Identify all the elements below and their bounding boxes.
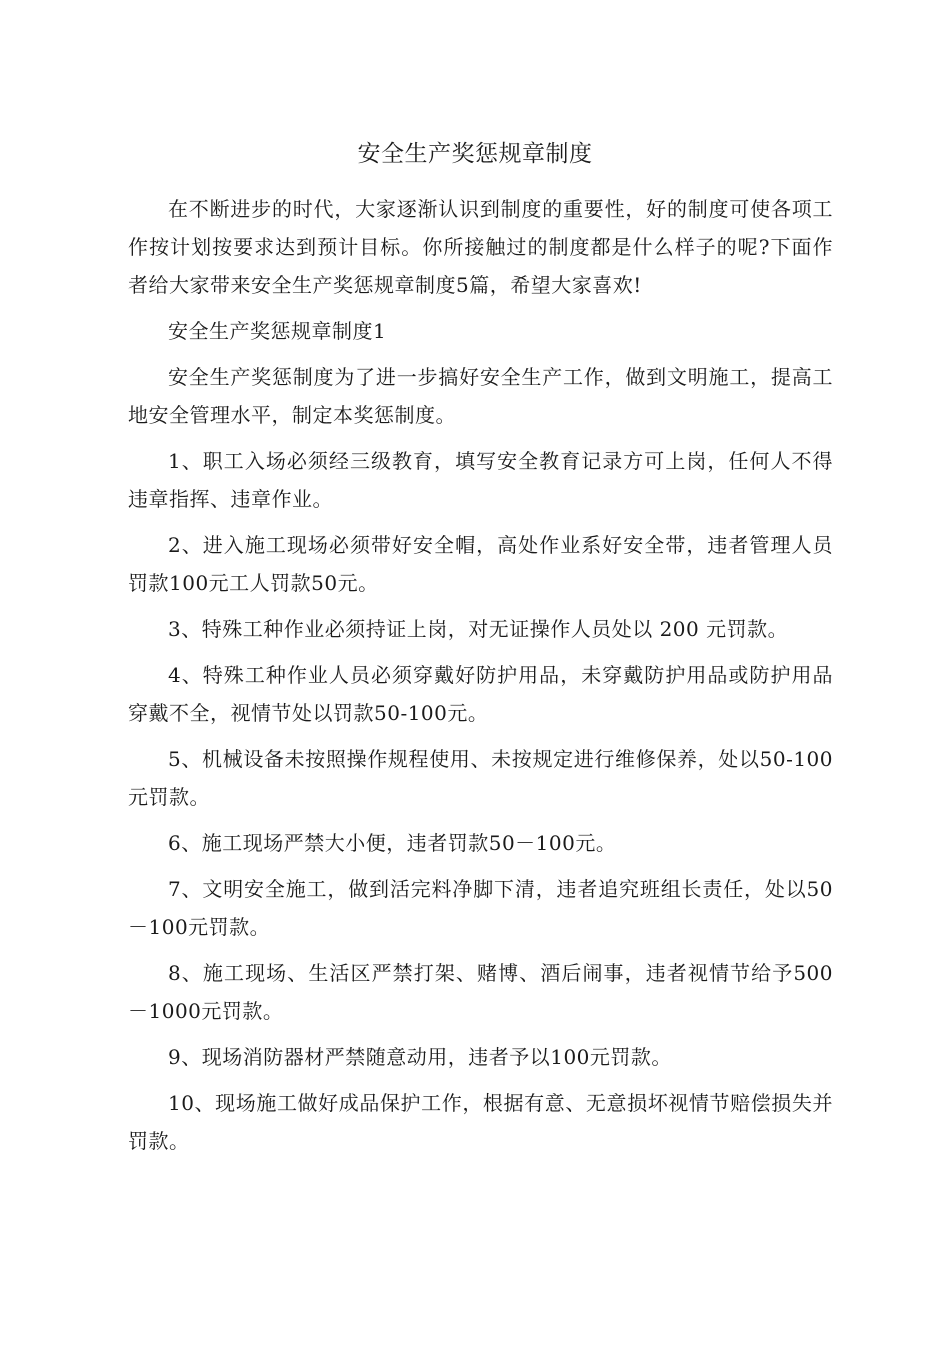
rule-paragraph: 9、现场消防器材严禁随意动用，违者予以100元罚款。: [168, 1045, 672, 1069]
rule-paragraph: 3、特殊工种作业必须持证上岗，对无证操作人员处以 200 元罚款。: [168, 617, 789, 641]
rule-paragraph: 5、机械设备未按照操作规程使用、未按规定进行维修保养，处以50-100元罚款。: [128, 747, 833, 809]
rule-paragraph: 8、施工现场、生活区严禁打架、赌博、酒后闹事，违者视情节给予500－1000元罚款。: [128, 961, 833, 1023]
rule-paragraph: 6、施工现场严禁大小便，违者罚款50－100元。: [168, 831, 617, 855]
rule-paragraph: 2、进入施工现场必须带好安全帽，高处作业系好安全带，违者管理人员罚款100元工人罚款50元。: [128, 533, 833, 595]
section-intro-paragraph: 安全生产奖惩制度为了进一步搞好安全生产工作，做到文明施工，提高工地安全管理水平，制定本奖惩制度。: [128, 365, 833, 427]
rule-paragraph: 4、特殊工种作业人员必须穿戴好防护用品，未穿戴防护用品或防护用品穿戴不全，视情节处以罚款50-100元。: [128, 663, 833, 725]
document-body: [128, 190, 833, 1168]
document-title: 安全生产奖惩规章制度: [357, 141, 593, 167]
rule-paragraph: 10、现场施工做好成品保护工作，根据有意、无意损坏视情节赔偿损失并罚款。: [128, 1091, 833, 1153]
intro-paragraph: 在不断进步的时代，大家逐渐认识到制度的重要性，好的制度可使各项工作按计划按要求达到预计目标。你所接触过的制度都是什么样子的呢?下面作者给大家带来安全生产奖惩规章制度5篇，希望大家喜欢!: [128, 197, 833, 297]
section-heading: 安全生产奖惩规章制度1: [168, 319, 387, 343]
rule-paragraph: 1、职工入场必须经三级教育，填写安全教育记录方可上岗，任何人不得违章指挥、违章作业。: [128, 449, 833, 511]
rule-paragraph: 7、文明安全施工，做到活完料净脚下清，违者追究班组长责任，处以50－100元罚款。: [128, 877, 833, 939]
